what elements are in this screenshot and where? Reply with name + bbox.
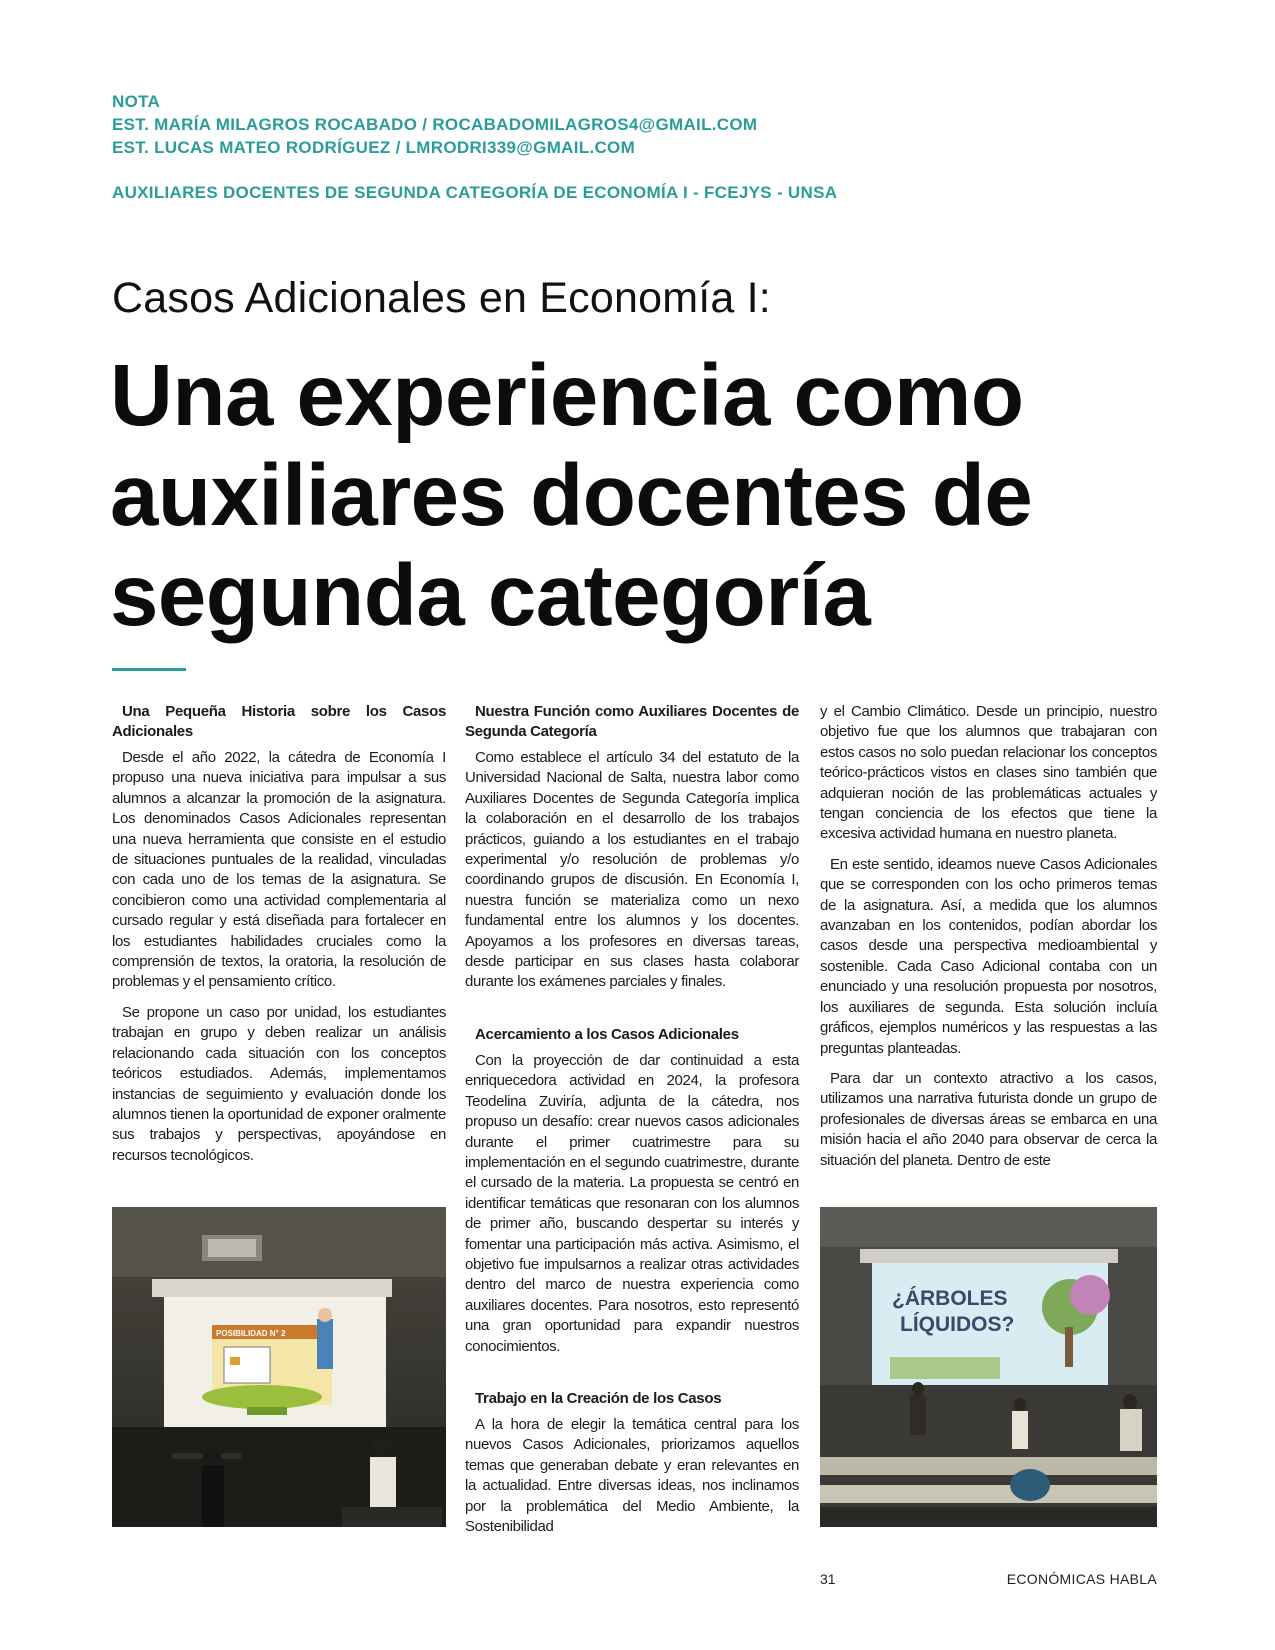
- author-line-2: EST. LUCAS MATEO RODRÍGUEZ / LMRODRI339@GMAIL.COM: [112, 138, 636, 157]
- column-3: [820, 702, 1157, 1181]
- classroom-presentation-image: [112, 1207, 446, 1527]
- section-label: NOTA: [112, 92, 161, 111]
- column-2: [465, 702, 799, 1547]
- paragraph: Se propone un caso por unidad, los estudiantes trabajan en grupo y deben realizar un análisis relacionando cada situación con los conceptos teóricos estudiados. Además, implementamos instancias de seguimiento y evaluación donde los alumnos tienen la oportunidad de exponer oralmente sus trabajos y perspectivas, apoyándose en recursos tecnológicos.: [112, 1003, 446, 1164]
- column-1: [112, 702, 446, 1176]
- paragraph: Para dar un contexto atractivo a los casos, utilizamos una narrativa futurista donde un grupo de profesionales de diversas áreas se embarca en una misión hacia el año 2040 para observar de cerca la situación del planeta. Dentro de este: [820, 1069, 1157, 1169]
- article-header: [112, 90, 1172, 204]
- affiliation-line: AUXILIARES DOCENTES DE SEGUNDA CATEGORÍA DE ECONOMÍA I - FCEJYS - UNSA: [112, 183, 838, 202]
- section-heading: Una Pequeña Historia sobre los Casos Adicionales: [112, 703, 446, 740]
- section-heading: Trabajo en la Creación de los Casos: [475, 1389, 722, 1407]
- paragraph: y el Cambio Climático. Desde un principio, nuestro objetivo fue que los alumnos que trabajaran con estos casos no solo puedan relacionar los conceptos teórico-prácticos vistos en clases sino también que adquieran noción de las problemáticas actuales y tengan conciencia de los efectos que tiene la excesiva actividad humana en nuestro planeta.: [820, 703, 1157, 843]
- classroom-presentation-image: [820, 1207, 1157, 1527]
- author-line-1: EST. MARÍA MILAGROS ROCABADO / ROCABADOMILAGROS4@GMAIL.COM: [112, 115, 758, 134]
- classroom-photo-2: [820, 1207, 1157, 1527]
- slide-title-text: POSIBILIDAD N° 2: [216, 1329, 286, 1338]
- accent-rule: [112, 668, 186, 671]
- slide-title-text: ¿ÁRBOLES: [892, 1287, 1008, 1310]
- paragraph: Como establece el artículo 34 del estatuto de la Universidad Nacional de Salta, nuestra labor como Auxiliares Docentes de Segunda Categoría implica la colaboración en el desarrollo de los trabajos prácticos, guiando a los estudiantes en el trabajo experimental y/o resolución de problemas y/o coordinando grupos de discusión. En Economía I, nuestra función se materializa como un nexo fundamental entre los alumnos y los docentes. Apoyamos a los profesores en diversas tareas, desde participar en sus clases hasta colaborar durante los exámenes parciales y finales.: [465, 749, 799, 991]
- section-heading: Nuestra Función como Auxiliares Docentes de Segunda Categoría: [465, 703, 799, 740]
- paragraph: Desde el año 2022, la cátedra de Economía I propuso una nueva iniciativa para impulsar a sus alumnos a alcanzar la promoción de la asignatura. Los denominados Casos Adicionales representan una nueva herramienta que consiste en el estudio de situaciones puntuales de la realidad, vinculadas con cada uno de los temas de la asignatura. Se concibieron como una actividad complementaria al cursado regular y está diseñada para fortalecer en los estudiantes habilidades cruciales como la comprensión de textos, la oratoria, la resolución de problemas y el pensamiento crítico.: [112, 749, 446, 991]
- article-title: Una experiencia como auxiliares docentes de segunda categoría: [110, 347, 1033, 644]
- magazine-name: ECONÓMICAS HABLA: [1006, 1571, 1157, 1587]
- paragraph: A la hora de elegir la temática central para los nuevos Casos Adicionales, priorizamos aquellos temas que generaban debate y eran relevantes en la actualidad. Entre diversas ideas, nos inclinamos por la problemática del Medio Ambiente, la Sostenibilidad: [465, 1415, 799, 1535]
- paragraph: En este sentido, ideamos nueve Casos Adicionales que se corresponden con los ocho primeros temas de la asignatura. Así, a medida que los alumnos avanzaban en los contenidos, podían abordar los casos desde una perspectiva medioambiental y sostenible. Cada Caso Adicional contaba con un enunciado y una resolución propuesta por nosotros, los auxiliares de segunda. Esta solución incluía gráficos, ejemplos numéricos y las respuestas a las preguntas planteadas.: [820, 855, 1157, 1057]
- page-number: 31: [820, 1571, 836, 1587]
- section-heading: Acercamiento a los Casos Adicionales: [475, 1025, 739, 1043]
- slide-title-text: LÍQUIDOS?: [900, 1313, 1015, 1336]
- paragraph: Con la proyección de dar continuidad a esta enriquecedora actividad en 2024, la profesora Teodelina Zuviría, adjunta de la cátedra, nos propuso un desafío: crear nuevos casos adicionales durante el primer cuatrimestre para su implementación en el segundo cuatrimestre, durante el cursado de la materia. La propuesta se centró en identificar temáticas que resonaran con los alumnos de primer año, buscando despertar su interés y fomentar una participación más activa. Asimismo, el objetivo fue impulsarnos a realizar otras actividades dentro del marco de nuestra experiencia como auxiliares docentes. Para nosotros, esto representó una gran oportunidad para expandir nuestros conocimientos.: [465, 1051, 799, 1355]
- classroom-photo-1: [112, 1207, 446, 1527]
- article-kicker: Casos Adicionales en Economía I:: [112, 274, 771, 322]
